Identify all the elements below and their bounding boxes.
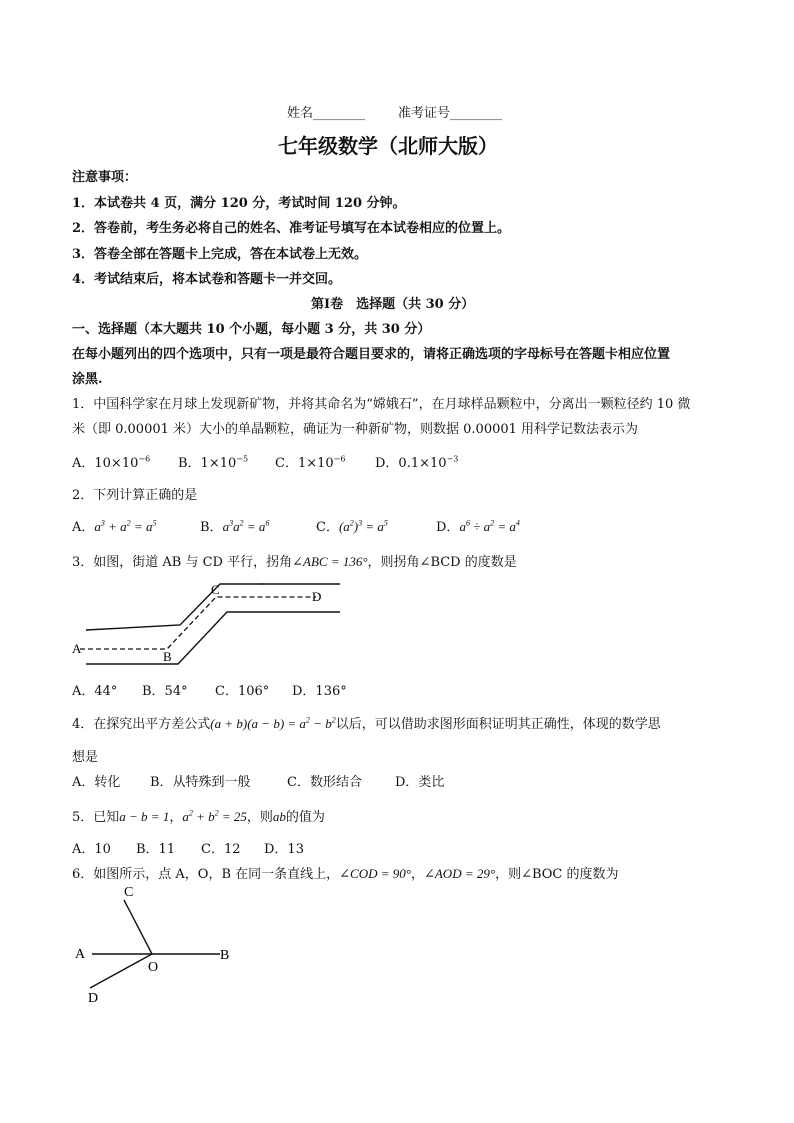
name-field-label: 姓名________ xyxy=(287,106,366,121)
note-item: 2．答卷前，考生务必将自己的姓名、准考证号填写在本试卷相应的位置上。 xyxy=(72,221,511,236)
q5-option-b: B．11 xyxy=(136,842,176,857)
point-label-b: B xyxy=(163,649,172,664)
q4-option-b: B．从特殊到一般 xyxy=(150,775,251,790)
q1-option-a: A．$10\times 10^{-6}$ xyxy=(72,454,151,471)
part-instruction: 涂黑. xyxy=(72,372,103,387)
note-item: 3．答卷全部在答题卡上完成，答在本试卷上无效。 xyxy=(72,247,368,262)
q3-option-d: D．136° xyxy=(292,684,347,699)
question-3-text: 3．如图，街道 AB 与 CD 平行，拐角∠ABC = 136°，则拐角∠BCD 的度数是 xyxy=(72,554,517,570)
question-1-text: 1．中国科学家在月球上发现新矿物，并将其命名为“嫦娥石”，在月球样品颗粒中，分离出一颗粒径约 10 微 xyxy=(72,397,691,412)
ray-od xyxy=(90,954,152,988)
part-heading: 一、选择题（本大题共 10 个小题，每小题 3 分，共 30 分） xyxy=(72,322,431,337)
point-label-c: C xyxy=(211,582,220,597)
q4-option-d: D．类比 xyxy=(395,775,445,790)
road-inner-edge xyxy=(86,612,340,664)
note-item: 4．考试结束后，将本试卷和答题卡一并交回。 xyxy=(72,272,342,287)
question-1-text: 米（即 0.00001 米）大小的单晶颗粒，确证为一种新矿物，则数据 0.00001 用科学记数法表示为 xyxy=(72,422,639,437)
q1-option-b: B．$1\times 10^{-5}$ xyxy=(178,454,249,471)
point-label-c: C xyxy=(124,885,134,900)
question-2-text: 2．下列计算正确的是 xyxy=(72,488,198,503)
point-label-d: D xyxy=(312,589,322,604)
question-4-text: 想是 xyxy=(72,750,99,765)
q5-option-c: C．12 xyxy=(201,842,241,857)
q3-option-c: C．106° xyxy=(215,684,270,699)
part-instruction: 在每小题列出的四个选项中，只有一项是最符合题目要求的，请将正确选项的字母标号在答题卡相应位置 xyxy=(72,347,671,362)
page-title: 七年级数学（北师大版） xyxy=(278,134,498,158)
question-6-text: 6．如图所示，点 A，O，B 在同一条直线上，∠COD = 90°，∠AOD = 29°，则∠BOC 的度数为 xyxy=(72,866,619,882)
q2-option-d: D．$a^6 \div a^2 = a^4$ xyxy=(436,518,520,535)
point-label-a: A xyxy=(72,641,82,656)
q4-option-a: A．转化 xyxy=(72,775,121,790)
point-label-d: D xyxy=(88,991,99,1006)
q4-option-c: C．数形结合 xyxy=(287,775,362,790)
ray-oc xyxy=(124,900,152,954)
q3-option-b: B．54° xyxy=(142,684,188,699)
ticket-number-label: 准考证号________ xyxy=(398,106,503,121)
q1-option-d: D．$0.1\times 10^{-3}$ xyxy=(375,454,459,471)
q3-option-a: A．44° xyxy=(72,684,118,699)
question-4-text: 4．在探究出平方差公式$(a + b)(a - b) = a^2 - b^2$以后，可以借助求图形面积证明其正确性，体现的数学思 xyxy=(72,715,661,732)
point-label-o: O xyxy=(148,960,159,975)
point-label-b: B xyxy=(220,948,230,963)
q2-option-a: A．$a^3 + a^2 = a^5$ xyxy=(72,518,157,535)
question-5-text: 5．已知a − b = 1，$a^2 + b^2 = 25$，则ab的值为 xyxy=(72,808,325,825)
q2-option-b: B．$a^3a^2 = a^6$ xyxy=(200,518,270,535)
q5-option-a: A．10 xyxy=(72,842,111,857)
road-center-line xyxy=(80,597,316,649)
q5-option-d: D．13 xyxy=(264,842,304,857)
notes-heading: 注意事项： xyxy=(72,170,138,185)
section-title: 第Ⅰ卷 选择题（共 30 分） xyxy=(311,297,475,312)
angle-diagram xyxy=(72,880,242,1010)
point-label-a: A xyxy=(75,947,86,962)
street-diagram xyxy=(72,578,352,670)
q2-option-c: C．$(a^2)^3 = a^5$ xyxy=(316,518,388,535)
q1-option-c: C．$1\times 10^{-6}$ xyxy=(275,454,346,471)
note-item: 1．本试卷共 4 页，满分 120 分，考试时间 120 分钟。 xyxy=(72,196,406,211)
